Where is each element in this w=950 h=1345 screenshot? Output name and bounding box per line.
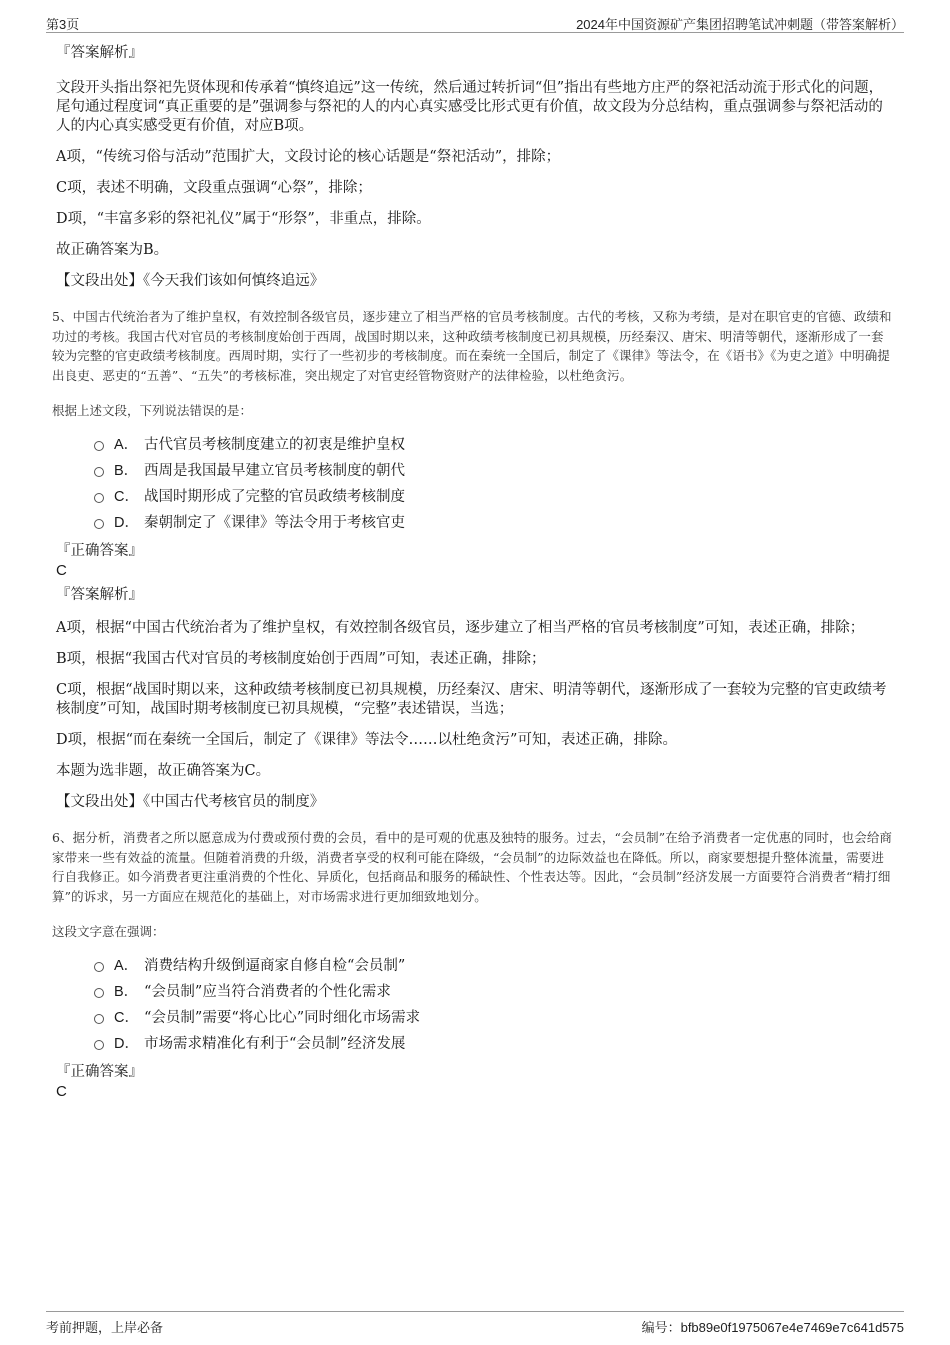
question-6-options [94, 953, 896, 1057]
option-text: 市场需求精准化有利于“会员制”经济发展 [144, 1036, 406, 1052]
option-text: 战国时期形成了完整的官员政绩考核制度 [144, 489, 405, 505]
document-title: 2024年中国资源矿产集团招聘笔试冲刺题（带答案解析） [576, 17, 904, 32]
option-text: 消费结构升级倒逼商家自修自检“会员制” [144, 958, 406, 974]
page-content [52, 44, 896, 1107]
correct-answer: C [56, 562, 67, 579]
option-d[interactable] [94, 1031, 896, 1057]
analysis-label: 『答案解析』 [56, 587, 143, 603]
option-b[interactable] [94, 458, 896, 484]
radio-icon[interactable] [94, 988, 104, 998]
passage-source: 【文段出处】《中国古代考核官员的制度》 [56, 794, 325, 810]
analysis-paragraph: B项，根据“我国古代对官员的考核制度始创于西周”可知，表述正确，排除； [56, 651, 546, 667]
analysis-paragraph: A项，根据“中国古代统治者为了维护皇权，有效控制各级官员，逐步建立了相当严格的官员考核制度”可知，表述正确，排除； [56, 620, 865, 636]
option-letter: B． [114, 463, 139, 479]
radio-icon[interactable] [94, 519, 104, 529]
document-id: 编号：bfb89e0f1975067e4e7469e7c641d575 [641, 1320, 904, 1335]
page-header [46, 12, 904, 33]
analysis-paragraph: 文段开头指出祭祀先贤体现和传承着“慎终追远”这一传统，然后通过转折词“但”指出有些地方庄严的祭祀活动流于形式化的问题，尾句通过程度词“真正重要的是”强调参与祭祀的人的内心真实感受比形式更有价值，故文段为分总结构，重点强调参与祭祀活动的人的内心真实感受更有价值，对应B项。 [56, 80, 884, 134]
option-letter: C． [114, 1010, 139, 1026]
option-letter: D． [114, 1036, 139, 1052]
option-d[interactable] [94, 510, 896, 536]
option-text: “会员制”应当符合消费者的个性化需求 [144, 984, 391, 1000]
radio-icon[interactable] [94, 1014, 104, 1024]
analysis-paragraph: 故正确答案为B。 [56, 242, 169, 258]
page-number: 第3页 [46, 17, 80, 32]
option-a[interactable] [94, 432, 896, 458]
option-c[interactable] [94, 484, 896, 510]
option-letter: B． [114, 984, 139, 1000]
question-5-prompt: 根据上述文段，下列说法错误的是： [52, 403, 253, 418]
option-letter: D． [114, 515, 139, 531]
option-letter: A． [114, 958, 139, 974]
option-a[interactable] [94, 953, 896, 979]
analysis-label: 『答案解析』 [56, 45, 143, 61]
option-letter: C． [114, 489, 139, 505]
analysis-paragraph: A项，“传统习俗与活动”范围扩大，文段讨论的核心话题是“祭祀活动”，排除； [56, 149, 561, 165]
option-text: 秦朝制定了《课律》等法令用于考核官吏 [144, 515, 405, 531]
radio-icon[interactable] [94, 467, 104, 477]
question-6-prompt: 这段文字意在强调： [52, 924, 165, 939]
question-5-options [94, 432, 896, 536]
question-6-text: 6、据分析，消费者之所以愿意成为付费或预付费的会员，看中的是可观的优惠及独特的服务。过去，“会员制”在给予消费者一定优惠的同时，也会给商家带来一些有效益的流量。但随着消费的升级，消费者享受的权利可能在降级，“会员制”的边际效益也在降低。所以，商家要想提升整体流量，需要进行自我修正。如今消费者更注重消费的个性化、异质化，包括商品和服务的稀缺性、个性表达等。因此，“会员制”经济发展一方面要符合消费者“精打细算”的诉求，另一方面应在规范化的基础上，对市场需求进行更加细致地划分。 [52, 830, 893, 904]
option-text: 古代官员考核制度建立的初衷是维护皇权 [144, 437, 405, 453]
radio-icon[interactable] [94, 493, 104, 503]
analysis-paragraph: C项，根据“战国时期以来，这种政绩考核制度已初具规模，历经秦汉、唐宋、明清等朝代，逐渐形成了一套较为完整的官吏政绩考核制度”可知，战国时期考核制度已初具规模，“完整”表述错误，当选； [56, 682, 887, 717]
radio-icon[interactable] [94, 1040, 104, 1050]
option-text: “会员制”需要“将心比心”同时细化市场需求 [144, 1010, 421, 1026]
radio-icon[interactable] [94, 962, 104, 972]
option-letter: A． [114, 437, 139, 453]
radio-icon[interactable] [94, 441, 104, 451]
analysis-paragraph: C项，表述不明确，文段重点强调“心祭”，排除； [56, 180, 372, 196]
footer-slogan: 考前押题，上岸必备 [46, 1320, 164, 1335]
analysis-paragraph: D项，根据“而在秦统一全国后，制定了《课律》等法令……以杜绝贪污”可知，表述正确，排除。 [56, 732, 677, 748]
correct-answer-label: 『正确答案』 [56, 543, 143, 559]
question-5-text: 5、中国古代统治者为了维护皇权，有效控制各级官员，逐步建立了相当严格的官员考核制度。古代的考核，又称为考绩，是对在职官吏的官德、政绩和功过的考核。我国古代对官员的考核制度始创于西周，战国时期以来，这种政绩考核制度已初具规模，历经秦汉、唐宋、明清等朝代，逐渐形成了一套较为完整的官吏政绩考核制度。西周时期，实行了一些初步的考核制度。而在秦统一全国后，制定了《课律》等法令，在《语书》《为吏之道》中明确提出良吏、恶吏的“五善”、“五失”的考核标准，突出规定了对官吏经管物资财产的法律检验，以杜绝贪污。 [52, 309, 892, 383]
correct-answer-label: 『正确答案』 [56, 1064, 143, 1080]
passage-source: 【文段出处】《今天我们该如何慎终追远》 [56, 273, 325, 289]
option-text: 西周是我国最早建立官员考核制度的朝代 [144, 463, 405, 479]
analysis-paragraph: 本题为选非题，故正确答案为C。 [56, 763, 271, 779]
page-footer [46, 1311, 904, 1336]
option-b[interactable] [94, 979, 896, 1005]
analysis-paragraph: D项，“丰富多彩的祭祀礼仪”属于“形祭”，非重点，排除。 [56, 211, 431, 227]
correct-answer: C [56, 1083, 67, 1100]
option-c[interactable] [94, 1005, 896, 1031]
